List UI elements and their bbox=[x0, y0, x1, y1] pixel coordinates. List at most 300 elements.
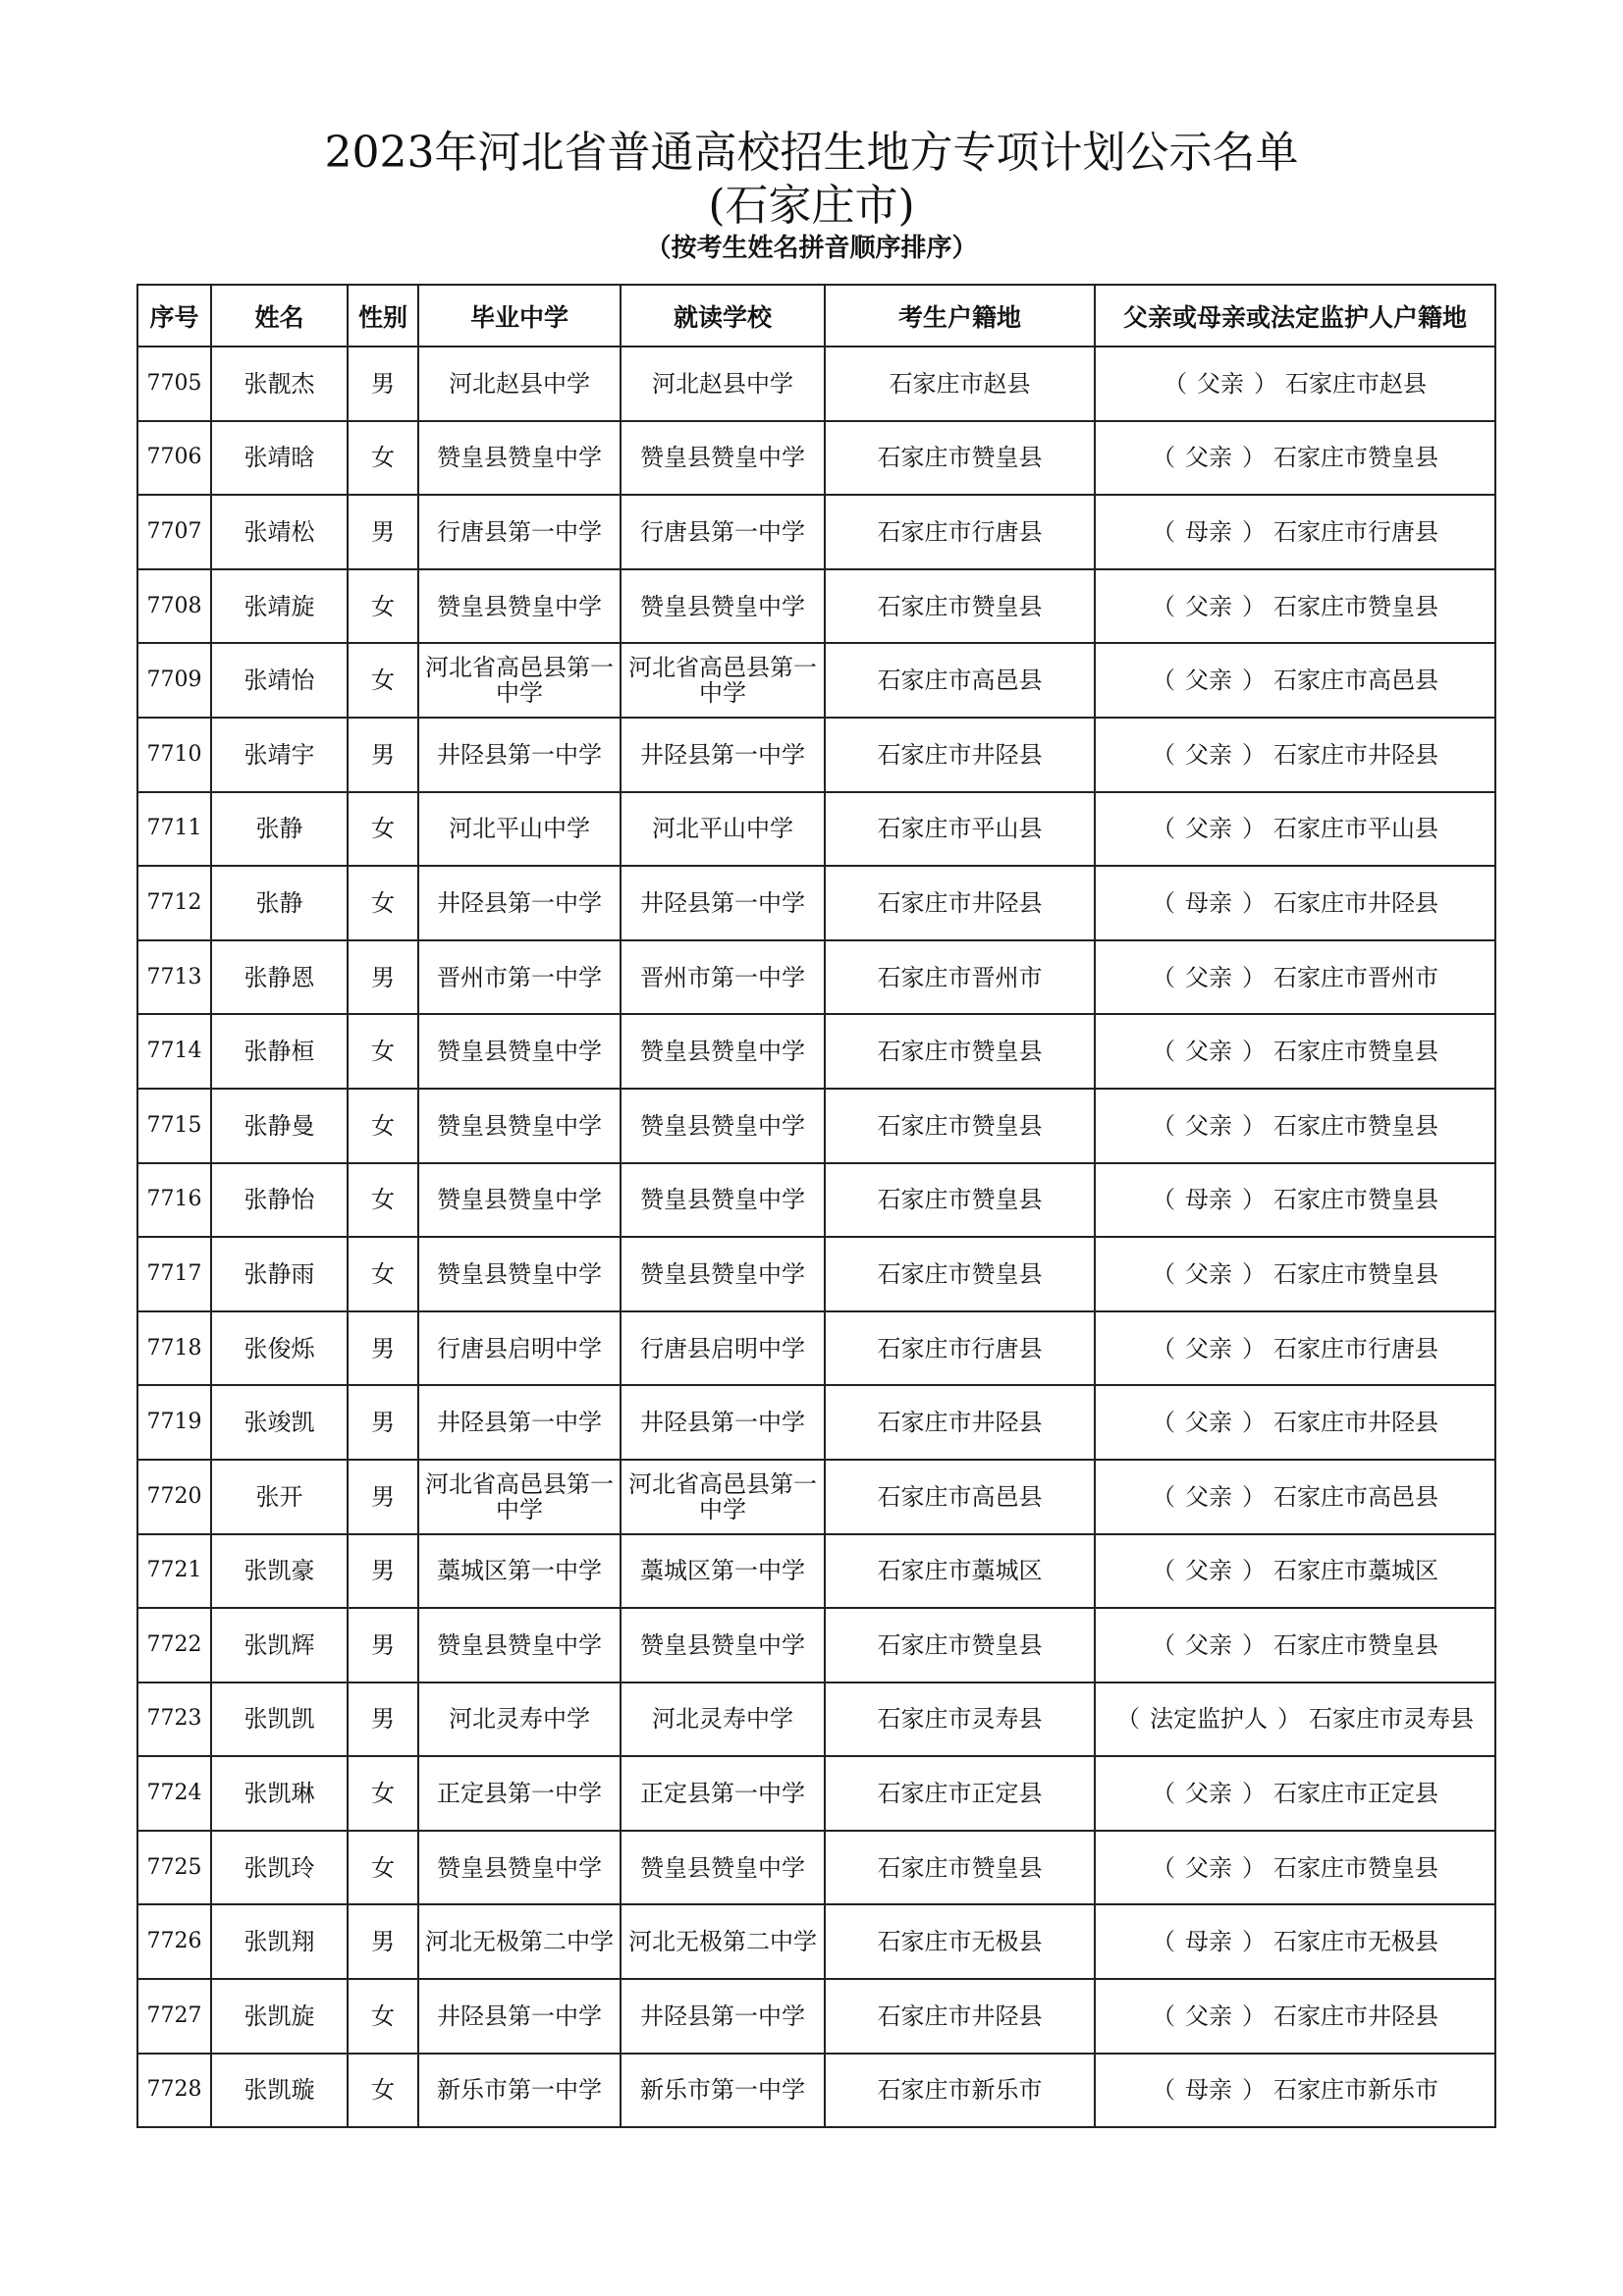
cell-name: 张凯豪 bbox=[211, 1534, 348, 1609]
cell-name: 张靖松 bbox=[211, 495, 348, 569]
cell-name: 张靖旋 bbox=[211, 569, 348, 644]
open-paren: （ bbox=[1152, 1334, 1175, 1362]
cell-parent-registration bbox=[1095, 1014, 1495, 1089]
cell-seq: 7726 bbox=[137, 1904, 211, 1979]
header-parent-registration: 父亲或母亲或法定监护人户籍地 bbox=[1095, 285, 1495, 347]
cell-name: 张静 bbox=[211, 792, 348, 867]
table-row bbox=[137, 569, 1495, 644]
cell-seq: 7713 bbox=[137, 940, 211, 1015]
cell-name: 张凯翔 bbox=[211, 1904, 348, 1979]
parent-registration-place: 石家庄市赞皇县 bbox=[1273, 592, 1438, 620]
cell-name: 张静 bbox=[211, 866, 348, 940]
table-row bbox=[137, 347, 1495, 421]
page-title: 2023年河北省普通高校招生地方专项计划公示名单 bbox=[324, 128, 1299, 178]
parent-registration-place: 石家庄市井陉县 bbox=[1273, 2002, 1438, 2030]
table-row bbox=[137, 421, 1495, 496]
open-paren: （ bbox=[1152, 1186, 1175, 1214]
cell-graduation-school: 赞皇县赞皇中学 bbox=[418, 1089, 621, 1163]
cell-current-school: 赞皇县赞皇中学 bbox=[621, 1237, 825, 1311]
cell-parent-registration bbox=[1095, 866, 1495, 940]
cell-current-school: 河北灵寿中学 bbox=[621, 1682, 825, 1757]
parent-registration-place: 石家庄市晋州市 bbox=[1273, 963, 1438, 991]
header-current-school: 就读学校 bbox=[621, 285, 825, 347]
cell-seq: 7716 bbox=[137, 1163, 211, 1238]
close-paren: ） bbox=[1242, 740, 1266, 769]
cell-student-registration: 石家庄市行唐县 bbox=[825, 1311, 1095, 1386]
table-row bbox=[137, 1089, 1495, 1163]
cell-sex: 女 bbox=[348, 1237, 418, 1311]
cell-parent-registration bbox=[1095, 2054, 1495, 2128]
parent-registration-place: 石家庄市井陉县 bbox=[1273, 888, 1438, 917]
table-row bbox=[137, 2054, 1495, 2128]
parent-registration-place: 石家庄市藁城区 bbox=[1273, 1557, 1438, 1585]
cell-sex: 男 bbox=[348, 1904, 418, 1979]
cell-seq: 7711 bbox=[137, 792, 211, 867]
parent-relation: 父亲 bbox=[1197, 369, 1244, 398]
cell-graduation-school: 河北赵县中学 bbox=[418, 347, 621, 421]
parent-registration-place: 石家庄市正定县 bbox=[1273, 1780, 1438, 1808]
cell-current-school: 井陉县第一中学 bbox=[621, 718, 825, 792]
cell-graduation-school: 井陉县第一中学 bbox=[418, 718, 621, 792]
cell-graduation-school: 井陉县第一中学 bbox=[418, 1979, 621, 2054]
parent-relation: 父亲 bbox=[1185, 1111, 1232, 1140]
cell-name: 张俊烁 bbox=[211, 1311, 348, 1386]
cell-name: 张静恩 bbox=[211, 940, 348, 1015]
parent-relation: 父亲 bbox=[1185, 1780, 1232, 1808]
cell-seq: 7706 bbox=[137, 421, 211, 496]
close-paren: ） bbox=[1242, 1557, 1266, 1585]
cell-sex: 男 bbox=[348, 718, 418, 792]
cell-student-registration: 石家庄市高邑县 bbox=[825, 1460, 1095, 1534]
open-paren: （ bbox=[1152, 1853, 1175, 1882]
cell-graduation-school: 赞皇县赞皇中学 bbox=[418, 1163, 621, 1238]
cell-name: 张凯玲 bbox=[211, 1831, 348, 1905]
cell-name: 张靖宇 bbox=[211, 718, 348, 792]
cell-graduation-school: 新乐市第一中学 bbox=[418, 2054, 621, 2128]
cell-seq: 7728 bbox=[137, 2054, 211, 2128]
close-paren: ） bbox=[1254, 369, 1277, 398]
table-row bbox=[137, 866, 1495, 940]
parent-relation: 父亲 bbox=[1185, 815, 1232, 843]
cell-graduation-school: 正定县第一中学 bbox=[418, 1756, 621, 1831]
table-row bbox=[137, 1979, 1495, 2054]
cell-graduation-school: 河北平山中学 bbox=[418, 792, 621, 867]
cell-student-registration: 石家庄市井陉县 bbox=[825, 866, 1095, 940]
parent-registration-place: 石家庄市赞皇县 bbox=[1273, 1630, 1438, 1659]
cell-student-registration: 石家庄市平山县 bbox=[825, 792, 1095, 867]
cell-graduation-school: 赞皇县赞皇中学 bbox=[418, 421, 621, 496]
cell-graduation-school: 赞皇县赞皇中学 bbox=[418, 1237, 621, 1311]
parent-relation: 父亲 bbox=[1185, 1334, 1232, 1362]
open-paren: （ bbox=[1152, 2002, 1175, 2030]
cell-student-registration: 石家庄市赞皇县 bbox=[825, 569, 1095, 644]
cell-student-registration: 石家庄市灵寿县 bbox=[825, 1682, 1095, 1757]
cell-parent-registration bbox=[1095, 1237, 1495, 1311]
open-paren: （ bbox=[1152, 1928, 1175, 1956]
cell-seq: 7710 bbox=[137, 718, 211, 792]
cell-seq: 7720 bbox=[137, 1460, 211, 1534]
cell-graduation-school: 赞皇县赞皇中学 bbox=[418, 569, 621, 644]
table-row bbox=[137, 1534, 1495, 1609]
close-paren: ） bbox=[1242, 1853, 1266, 1882]
table-row bbox=[137, 940, 1495, 1015]
parent-relation: 母亲 bbox=[1185, 888, 1232, 917]
open-paren: （ bbox=[1152, 1259, 1175, 1288]
table-row bbox=[137, 1311, 1495, 1386]
cell-parent-registration bbox=[1095, 718, 1495, 792]
parent-registration-place: 石家庄市高邑县 bbox=[1273, 1482, 1438, 1511]
parent-registration-place: 石家庄市赞皇县 bbox=[1273, 1186, 1438, 1214]
close-paren: ） bbox=[1242, 667, 1266, 695]
close-paren: ） bbox=[1242, 963, 1266, 991]
table-row bbox=[137, 1608, 1495, 1682]
cell-name: 张静曼 bbox=[211, 1089, 348, 1163]
cell-current-school: 井陉县第一中学 bbox=[621, 866, 825, 940]
cell-sex: 男 bbox=[348, 495, 418, 569]
cell-name: 张静桓 bbox=[211, 1014, 348, 1089]
cell-name: 张靖怡 bbox=[211, 643, 348, 718]
cell-sex: 女 bbox=[348, 1756, 418, 1831]
open-paren: （ bbox=[1152, 1111, 1175, 1140]
cell-sex: 男 bbox=[348, 347, 418, 421]
parent-relation: 母亲 bbox=[1185, 2076, 1232, 2105]
cell-student-registration: 石家庄市井陉县 bbox=[825, 718, 1095, 792]
cell-graduation-school: 井陉县第一中学 bbox=[418, 1385, 621, 1460]
open-paren: （ bbox=[1152, 963, 1175, 991]
cell-sex: 男 bbox=[348, 940, 418, 1015]
admission-roster-table bbox=[136, 284, 1496, 2128]
cell-student-registration: 石家庄市藁城区 bbox=[825, 1534, 1095, 1609]
cell-current-school: 河北平山中学 bbox=[621, 792, 825, 867]
open-paren: （ bbox=[1152, 1780, 1175, 1808]
close-paren: ） bbox=[1242, 888, 1266, 917]
cell-current-school: 赞皇县赞皇中学 bbox=[621, 569, 825, 644]
close-paren: ） bbox=[1242, 1334, 1266, 1362]
cell-current-school: 井陉县第一中学 bbox=[621, 1979, 825, 2054]
cell-sex: 女 bbox=[348, 866, 418, 940]
close-paren: ） bbox=[1242, 815, 1266, 843]
cell-student-registration: 石家庄市赵县 bbox=[825, 347, 1095, 421]
cell-parent-registration bbox=[1095, 1756, 1495, 1831]
parent-relation: 父亲 bbox=[1185, 963, 1232, 991]
cell-graduation-school: 河北省高邑县第一中学 bbox=[418, 1460, 621, 1534]
cell-student-registration: 石家庄市赞皇县 bbox=[825, 1163, 1095, 1238]
cell-current-school: 河北无极第二中学 bbox=[621, 1904, 825, 1979]
cell-parent-registration bbox=[1095, 1534, 1495, 1609]
table-row bbox=[137, 792, 1495, 867]
cell-student-registration: 石家庄市赞皇县 bbox=[825, 421, 1095, 496]
close-paren: ） bbox=[1277, 1705, 1301, 1734]
cell-parent-registration bbox=[1095, 495, 1495, 569]
cell-sex: 男 bbox=[348, 1311, 418, 1386]
open-paren: （ bbox=[1152, 1038, 1175, 1066]
close-paren: ） bbox=[1242, 592, 1266, 620]
cell-student-registration: 石家庄市新乐市 bbox=[825, 2054, 1095, 2128]
cell-current-school: 新乐市第一中学 bbox=[621, 2054, 825, 2128]
open-paren: （ bbox=[1116, 1705, 1140, 1734]
cell-graduation-school: 晋州市第一中学 bbox=[418, 940, 621, 1015]
cell-sex: 女 bbox=[348, 569, 418, 644]
cell-graduation-school: 赞皇县赞皇中学 bbox=[418, 1831, 621, 1905]
cell-graduation-school: 行唐县第一中学 bbox=[418, 495, 621, 569]
parent-registration-place: 石家庄市无极县 bbox=[1273, 1928, 1438, 1956]
cell-sex: 女 bbox=[348, 421, 418, 496]
cell-parent-registration bbox=[1095, 940, 1495, 1015]
table-body bbox=[137, 347, 1495, 2127]
cell-seq: 7719 bbox=[137, 1385, 211, 1460]
open-paren: （ bbox=[1152, 1630, 1175, 1659]
cell-sex: 男 bbox=[348, 1385, 418, 1460]
cell-name: 张凯璇 bbox=[211, 2054, 348, 2128]
parent-registration-place: 石家庄市高邑县 bbox=[1273, 667, 1438, 695]
cell-parent-registration bbox=[1095, 1311, 1495, 1386]
open-paren: （ bbox=[1152, 1409, 1175, 1437]
parent-registration-place: 石家庄市赞皇县 bbox=[1273, 1111, 1438, 1140]
cell-sex: 女 bbox=[348, 1089, 418, 1163]
cell-seq: 7715 bbox=[137, 1089, 211, 1163]
cell-student-registration: 石家庄市赞皇县 bbox=[825, 1237, 1095, 1311]
parent-relation: 母亲 bbox=[1185, 517, 1232, 546]
open-paren: （ bbox=[1152, 667, 1175, 695]
cell-current-school: 赞皇县赞皇中学 bbox=[621, 1163, 825, 1238]
cell-student-registration: 石家庄市正定县 bbox=[825, 1756, 1095, 1831]
table-row bbox=[137, 1237, 1495, 1311]
cell-sex: 女 bbox=[348, 1979, 418, 2054]
parent-relation: 父亲 bbox=[1185, 592, 1232, 620]
cell-seq: 7708 bbox=[137, 569, 211, 644]
cell-student-registration: 石家庄市行唐县 bbox=[825, 495, 1095, 569]
close-paren: ） bbox=[1242, 1111, 1266, 1140]
cell-name: 张静怡 bbox=[211, 1163, 348, 1238]
cell-seq: 7714 bbox=[137, 1014, 211, 1089]
parent-relation: 法定监护人 bbox=[1150, 1705, 1268, 1734]
cell-parent-registration bbox=[1095, 1831, 1495, 1905]
cell-graduation-school: 藁城区第一中学 bbox=[418, 1534, 621, 1609]
table-row bbox=[137, 1460, 1495, 1534]
cell-current-school: 赞皇县赞皇中学 bbox=[621, 421, 825, 496]
cell-sex: 女 bbox=[348, 1163, 418, 1238]
cell-seq: 7723 bbox=[137, 1682, 211, 1757]
cell-parent-registration bbox=[1095, 792, 1495, 867]
cell-parent-registration bbox=[1095, 347, 1495, 421]
cell-student-registration: 石家庄市高邑县 bbox=[825, 643, 1095, 718]
cell-sex: 女 bbox=[348, 1831, 418, 1905]
parent-relation: 父亲 bbox=[1185, 1038, 1232, 1066]
cell-seq: 7725 bbox=[137, 1831, 211, 1905]
cell-seq: 7721 bbox=[137, 1534, 211, 1609]
parent-relation: 父亲 bbox=[1185, 2002, 1232, 2030]
cell-sex: 女 bbox=[348, 792, 418, 867]
header-seq: 序号 bbox=[137, 285, 211, 347]
cell-current-school: 正定县第一中学 bbox=[621, 1756, 825, 1831]
cell-name: 张靓杰 bbox=[211, 347, 348, 421]
cell-graduation-school: 井陉县第一中学 bbox=[418, 866, 621, 940]
parent-registration-place: 石家庄市平山县 bbox=[1273, 815, 1438, 843]
parent-relation: 父亲 bbox=[1185, 444, 1232, 472]
cell-current-school: 赞皇县赞皇中学 bbox=[621, 1089, 825, 1163]
close-paren: ） bbox=[1242, 444, 1266, 472]
cell-student-registration: 石家庄市井陉县 bbox=[825, 1979, 1095, 2054]
open-paren: （ bbox=[1152, 1482, 1175, 1511]
cell-student-registration: 石家庄市赞皇县 bbox=[825, 1831, 1095, 1905]
cell-sex: 女 bbox=[348, 2054, 418, 2128]
cell-current-school: 行唐县启明中学 bbox=[621, 1311, 825, 1386]
cell-name: 张凯旋 bbox=[211, 1979, 348, 2054]
table-row bbox=[137, 1904, 1495, 1979]
cell-seq: 7717 bbox=[137, 1237, 211, 1311]
parent-relation: 父亲 bbox=[1185, 1409, 1232, 1437]
header-graduation-school: 毕业中学 bbox=[418, 285, 621, 347]
cell-current-school: 河北省高邑县第一中学 bbox=[621, 1460, 825, 1534]
cell-seq: 7722 bbox=[137, 1608, 211, 1682]
parent-registration-place: 石家庄市赞皇县 bbox=[1273, 1259, 1438, 1288]
cell-seq: 7705 bbox=[137, 347, 211, 421]
table-row bbox=[137, 495, 1495, 569]
parent-registration-place: 石家庄市行唐县 bbox=[1273, 517, 1438, 546]
cell-current-school: 井陉县第一中学 bbox=[621, 1385, 825, 1460]
parent-registration-place: 石家庄市赵县 bbox=[1285, 369, 1427, 398]
cell-parent-registration bbox=[1095, 1163, 1495, 1238]
table-row bbox=[137, 1014, 1495, 1089]
close-paren: ） bbox=[1242, 1186, 1266, 1214]
table-row bbox=[137, 1756, 1495, 1831]
parent-registration-place: 石家庄市赞皇县 bbox=[1273, 1853, 1438, 1882]
cell-parent-registration bbox=[1095, 1682, 1495, 1757]
cell-student-registration: 石家庄市无极县 bbox=[825, 1904, 1095, 1979]
parent-relation: 父亲 bbox=[1185, 1482, 1232, 1511]
cell-sex: 女 bbox=[348, 1014, 418, 1089]
cell-parent-registration bbox=[1095, 643, 1495, 718]
sort-note: （按考生姓名拼音顺序排序） bbox=[645, 234, 978, 263]
close-paren: ） bbox=[1242, 1482, 1266, 1511]
close-paren: ） bbox=[1242, 2002, 1266, 2030]
cell-seq: 7718 bbox=[137, 1311, 211, 1386]
cell-seq: 7727 bbox=[137, 1979, 211, 2054]
close-paren: ） bbox=[1242, 1630, 1266, 1659]
parent-registration-place: 石家庄市灵寿县 bbox=[1309, 1705, 1474, 1734]
cell-parent-registration bbox=[1095, 1904, 1495, 1979]
cell-parent-registration bbox=[1095, 1089, 1495, 1163]
table-row bbox=[137, 718, 1495, 792]
close-paren: ） bbox=[1242, 1259, 1266, 1288]
parent-relation: 父亲 bbox=[1185, 667, 1232, 695]
open-paren: （ bbox=[1152, 740, 1175, 769]
cell-seq: 7707 bbox=[137, 495, 211, 569]
cell-current-school: 晋州市第一中学 bbox=[621, 940, 825, 1015]
cell-graduation-school: 河北灵寿中学 bbox=[418, 1682, 621, 1757]
cell-name: 张凯凯 bbox=[211, 1682, 348, 1757]
cell-parent-registration bbox=[1095, 569, 1495, 644]
cell-current-school: 赞皇县赞皇中学 bbox=[621, 1831, 825, 1905]
close-paren: ） bbox=[1242, 517, 1266, 546]
cell-parent-registration bbox=[1095, 421, 1495, 496]
cell-name: 张凯辉 bbox=[211, 1608, 348, 1682]
open-paren: （ bbox=[1152, 1557, 1175, 1585]
open-paren: （ bbox=[1152, 517, 1175, 546]
close-paren: ） bbox=[1242, 1780, 1266, 1808]
cell-student-registration: 石家庄市赞皇县 bbox=[825, 1014, 1095, 1089]
cell-graduation-school: 赞皇县赞皇中学 bbox=[418, 1608, 621, 1682]
cell-seq: 7712 bbox=[137, 866, 211, 940]
cell-current-school: 河北赵县中学 bbox=[621, 347, 825, 421]
cell-sex: 男 bbox=[348, 1460, 418, 1534]
table-row bbox=[137, 1682, 1495, 1757]
cell-name: 张开 bbox=[211, 1460, 348, 1534]
table-row bbox=[137, 1385, 1495, 1460]
parent-registration-place: 石家庄市赞皇县 bbox=[1273, 1038, 1438, 1066]
cell-seq: 7709 bbox=[137, 643, 211, 718]
cell-sex: 男 bbox=[348, 1534, 418, 1609]
close-paren: ） bbox=[1242, 1038, 1266, 1066]
close-paren: ） bbox=[1242, 1928, 1266, 1956]
close-paren: ） bbox=[1242, 2076, 1266, 2105]
parent-relation: 父亲 bbox=[1185, 740, 1232, 769]
table-row bbox=[137, 1163, 1495, 1238]
cell-seq: 7724 bbox=[137, 1756, 211, 1831]
parent-relation: 母亲 bbox=[1185, 1928, 1232, 1956]
table-header-row bbox=[137, 285, 1495, 347]
cell-name: 张静雨 bbox=[211, 1237, 348, 1311]
cell-name: 张竣凯 bbox=[211, 1385, 348, 1460]
cell-sex: 男 bbox=[348, 1682, 418, 1757]
parent-registration-place: 石家庄市赞皇县 bbox=[1273, 444, 1438, 472]
cell-graduation-school: 行唐县启明中学 bbox=[418, 1311, 621, 1386]
cell-graduation-school: 赞皇县赞皇中学 bbox=[418, 1014, 621, 1089]
parent-registration-place: 石家庄市行唐县 bbox=[1273, 1334, 1438, 1362]
cell-student-registration: 石家庄市赞皇县 bbox=[825, 1608, 1095, 1682]
parent-registration-place: 石家庄市井陉县 bbox=[1273, 1409, 1438, 1437]
page-subtitle: (石家庄市) bbox=[708, 181, 915, 231]
cell-current-school: 行唐县第一中学 bbox=[621, 495, 825, 569]
cell-current-school: 河北省高邑县第一中学 bbox=[621, 643, 825, 718]
cell-current-school: 赞皇县赞皇中学 bbox=[621, 1014, 825, 1089]
close-paren: ） bbox=[1242, 1409, 1266, 1437]
open-paren: （ bbox=[1152, 592, 1175, 620]
open-paren: （ bbox=[1152, 888, 1175, 917]
cell-parent-registration bbox=[1095, 1608, 1495, 1682]
cell-name: 张靖晗 bbox=[211, 421, 348, 496]
open-paren: （ bbox=[1152, 815, 1175, 843]
cell-student-registration: 石家庄市井陉县 bbox=[825, 1385, 1095, 1460]
cell-parent-registration bbox=[1095, 1460, 1495, 1534]
table-row bbox=[137, 1831, 1495, 1905]
header-sex: 性别 bbox=[348, 285, 418, 347]
cell-parent-registration bbox=[1095, 1385, 1495, 1460]
parent-relation: 母亲 bbox=[1185, 1186, 1232, 1214]
parent-registration-place: 石家庄市新乐市 bbox=[1273, 2076, 1438, 2105]
cell-graduation-school: 河北无极第二中学 bbox=[418, 1904, 621, 1979]
cell-student-registration: 石家庄市晋州市 bbox=[825, 940, 1095, 1015]
parent-relation: 父亲 bbox=[1185, 1557, 1232, 1585]
cell-sex: 女 bbox=[348, 643, 418, 718]
cell-current-school: 赞皇县赞皇中学 bbox=[621, 1608, 825, 1682]
parent-relation: 父亲 bbox=[1185, 1630, 1232, 1659]
parent-relation: 父亲 bbox=[1185, 1853, 1232, 1882]
cell-graduation-school: 河北省高邑县第一中学 bbox=[418, 643, 621, 718]
cell-sex: 男 bbox=[348, 1608, 418, 1682]
cell-student-registration: 石家庄市赞皇县 bbox=[825, 1089, 1095, 1163]
parent-registration-place: 石家庄市井陉县 bbox=[1273, 740, 1438, 769]
cell-current-school: 藁城区第一中学 bbox=[621, 1534, 825, 1609]
header-student-registration: 考生户籍地 bbox=[825, 285, 1095, 347]
header-name: 姓名 bbox=[211, 285, 348, 347]
cell-name: 张凯琳 bbox=[211, 1756, 348, 1831]
table-row bbox=[137, 643, 1495, 718]
open-paren: （ bbox=[1152, 2076, 1175, 2105]
open-paren: （ bbox=[1163, 369, 1187, 398]
cell-parent-registration bbox=[1095, 1979, 1495, 2054]
open-paren: （ bbox=[1152, 444, 1175, 472]
